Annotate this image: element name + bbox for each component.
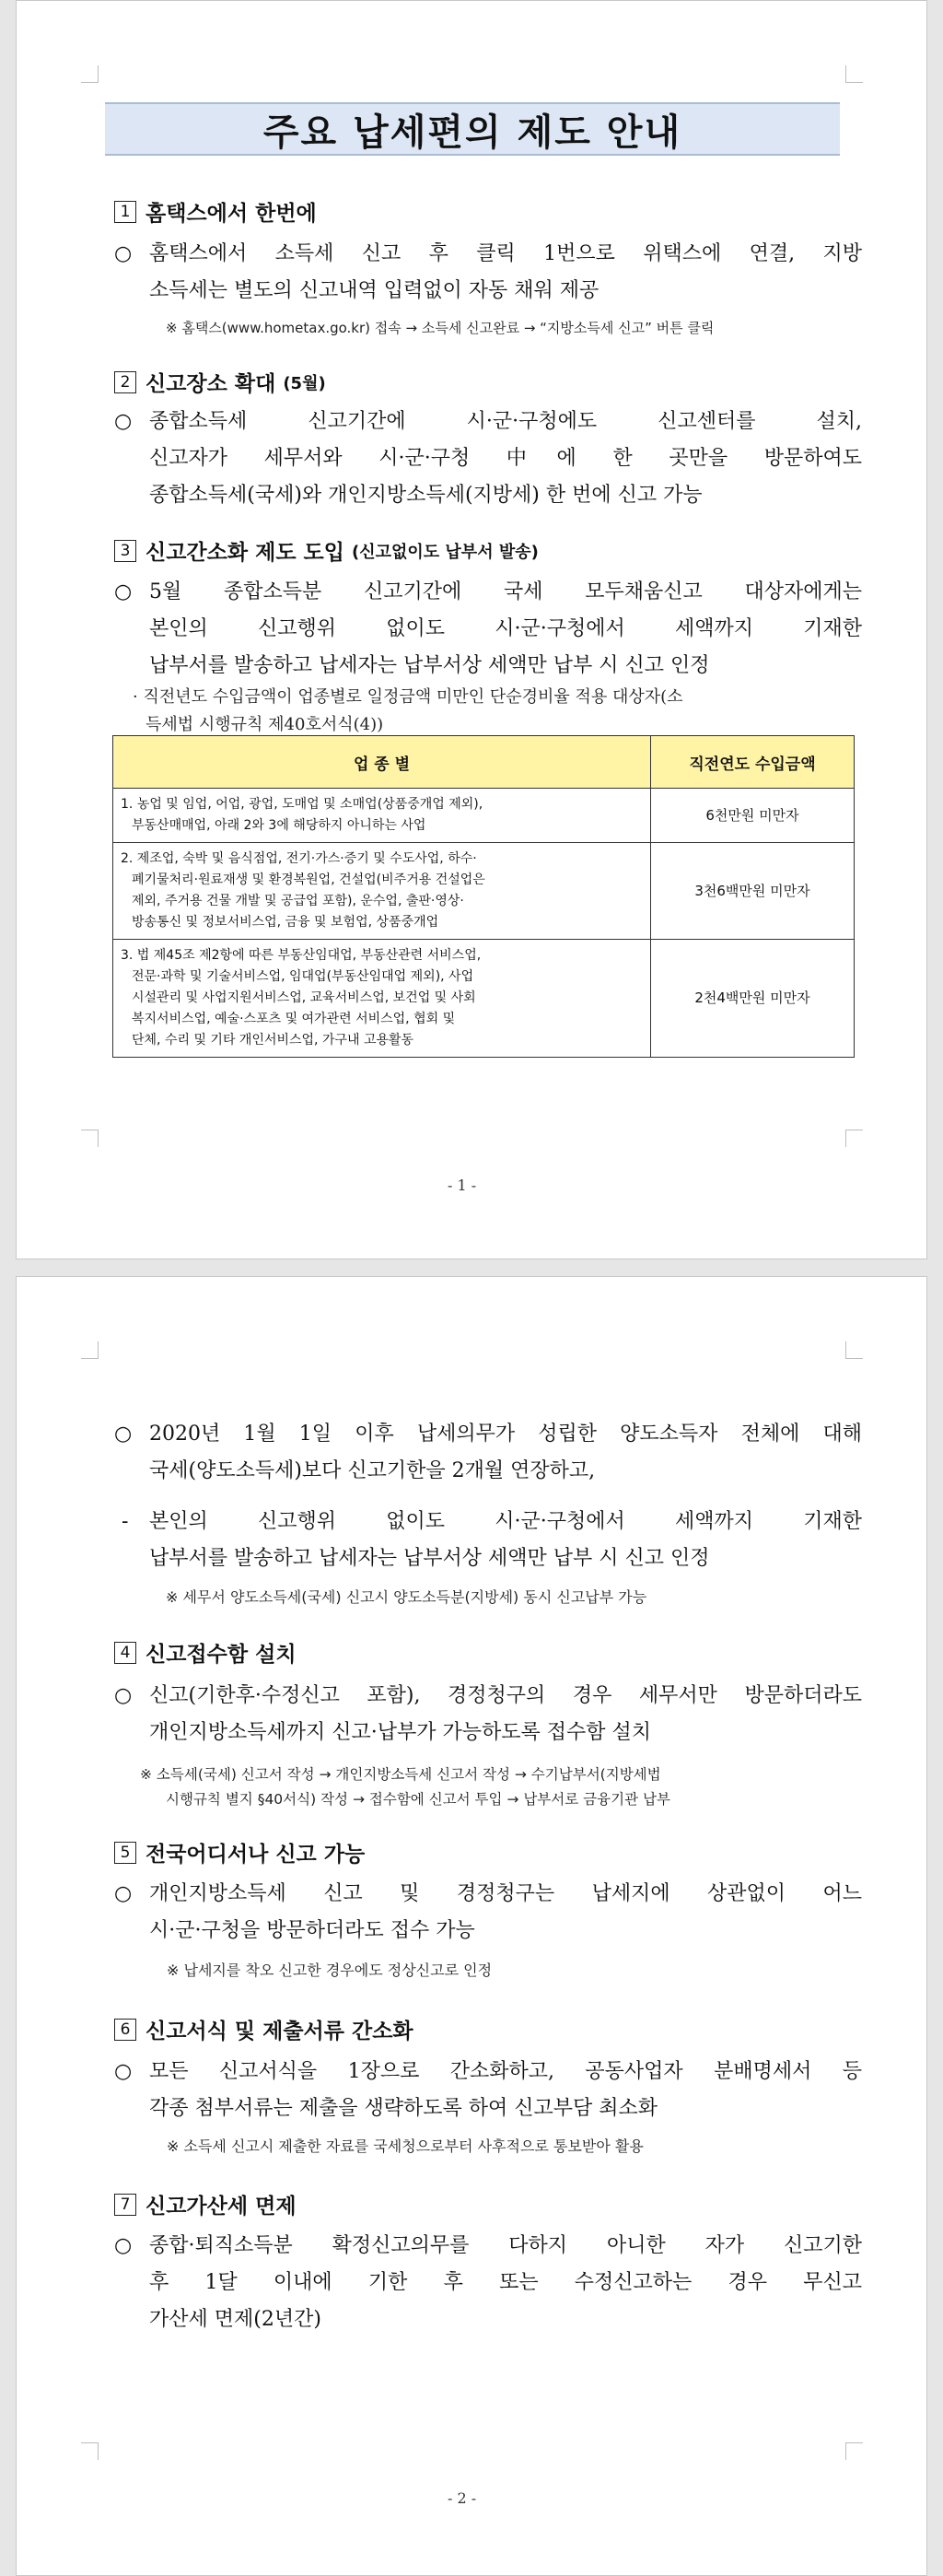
cell-line: 폐기물처리·원료재생 및 환경복원업, 건설업(비주거용 건설업은: [132, 872, 485, 887]
document-page-2: [16, 1276, 927, 2576]
section-3-note: [133, 684, 860, 739]
bullet-line: 납부서를 발송하고 납세자는 납부서상 세액만 납부 시 신고 인정: [149, 654, 710, 677]
bullet-line: 국세(양도소득세)보다 신고기한을 2개월 연장하고,: [149, 1459, 596, 1482]
industry-cell: [113, 940, 651, 1058]
page-number: - 1 -: [448, 1177, 477, 1194]
section-5-heading: [114, 1837, 365, 1868]
bullet-line: 가산세 면제(2년간): [149, 2308, 321, 2331]
section-1-note: ※ 홈택스(www.hometax.go.kr) 접속 → 소득세 신고완료 → “지방소득세 신고” 버튼 클릭: [166, 320, 715, 336]
section-4-note: [140, 1762, 670, 1812]
section-number-box: 1: [114, 201, 136, 223]
bullet-line: 후 1달 이내에 기한 후 또는 수정신고하는 경우 무신고: [149, 2271, 862, 2294]
section-4-bullet: [114, 1678, 862, 1751]
column-header-industry: 업 종 별: [113, 736, 651, 789]
crop-mark: [81, 65, 99, 83]
note-line: ※ 소득세(국세) 신고서 작성 → 개인지방소득세 신고서 작성 → 수기납부서(지방세법: [140, 1766, 661, 1783]
circle-bullet-icon: ○: [114, 1423, 133, 1446]
section-number-box: 5: [114, 1842, 136, 1864]
note-line: · 직전년도 수입금액이 업종별로 일정금액 미만인 단순경비율 적용 대상자(소: [133, 687, 683, 707]
bullet-line: 각종 첨부서류는 제출을 생략하도록 하여 신고부담 최소화: [149, 2097, 658, 2120]
cell-line: 시설관리 및 사업지원서비스업, 교육서비스업, 보건업 및 사회: [132, 990, 476, 1005]
transfer-tax-bullet: [114, 1416, 862, 1490]
section-3-bullet: [114, 574, 862, 685]
section-subtitle: (신고없이도 납부서 발송): [351, 542, 539, 562]
circle-bullet-icon: ○: [114, 580, 133, 603]
section-4-heading: [114, 1637, 297, 1668]
bullet-line: 본인의 신고행위 없이도 시·군·구청에서 세액까지 기재한: [149, 617, 862, 640]
section-title: 신고장소 확대: [146, 372, 276, 396]
circle-bullet-icon: ○: [114, 1882, 133, 1905]
bullet-line: 납부서를 발송하고 납세자는 납부서상 세액만 납부 시 신고 인정: [149, 1547, 710, 1570]
section-6-note: ※ 소득세 신고시 제출한 자료를 국세청으로부터 사후적으로 통보받아 활용: [167, 2137, 644, 2155]
section-subtitle: (5월): [283, 373, 326, 393]
transfer-tax-note: ※ 세무서 양도소득세(국세) 신고시 양도소득분(지방세) 동시 신고납부 가능: [166, 1588, 647, 1606]
section-7-heading: [114, 2189, 297, 2219]
bullet-line: 신고(기한후·수정신고 포함), 경정청구의 경우 세무서만 방문하더라도: [149, 1684, 862, 1707]
cell-line: 복지서비스업, 예술·스포츠 및 여가관련 서비스업, 협회 및: [132, 1012, 456, 1026]
section-title: 홈택스에서 한번에: [146, 202, 317, 226]
table-header-row: [113, 736, 855, 789]
page-number: - 2 -: [448, 2489, 477, 2507]
section-7-bullet: [114, 2228, 862, 2338]
bullet-line: 모든 신고서식을 1장으로 간소화하고, 공동사업자 분배명세서 등: [149, 2060, 862, 2083]
circle-bullet-icon: ○: [114, 2234, 133, 2257]
column-header-revenue: 직전연도 수입금액: [651, 736, 855, 789]
document-page-1: [16, 0, 927, 1259]
bullet-line: 종합·퇴직소득분 확정신고의무를 다하지 아니한 자가 신고기한: [149, 2234, 862, 2257]
section-number-box: 7: [114, 2194, 136, 2216]
section-1-bullet: [114, 236, 862, 310]
revenue-cell: 6천만원 미만자: [651, 789, 855, 843]
bullet-line: 본인의 신고행위 없이도 시·군·구청에서 세액까지 기재한: [149, 1510, 862, 1533]
table-row: [113, 789, 855, 843]
section-number-box: 3: [114, 540, 136, 562]
page-title: 주요 납세편의 제도 안내: [105, 102, 840, 156]
section-3-heading: [114, 535, 539, 566]
bullet-line: 소득세는 별도의 신고내역 입력없이 자동 채워 제공: [149, 279, 600, 302]
bullet-line: 개인지방소득세까지 신고·납부가 가능하도록 접수함 설치: [149, 1721, 652, 1744]
bullet-line: 신고자가 세무서와 시·군·구청 中에 한 곳만을 방문하여도: [149, 447, 862, 470]
section-number-box: 6: [114, 2019, 136, 2041]
crop-mark: [845, 1341, 863, 1359]
cell-line: 전문·과학 및 기술서비스업, 임대업(부동산임대업 제외), 사업: [132, 969, 474, 984]
cell-line: 제외, 주거용 건물 개발 및 공급업 포함), 운수업, 출판·영상·: [132, 894, 464, 908]
bullet-line: 종합소득세(국세)와 개인지방소득세(지방세) 한 번에 신고 가능: [149, 484, 703, 507]
cell-line: 3. 법 제45조 제2항에 따른 부동산임대업, 부동산관련 서비스업,: [121, 948, 482, 963]
crop-mark: [845, 65, 863, 83]
section-5-bullet: [114, 1876, 862, 1950]
section-title: 전국어디서나 신고 가능: [146, 1843, 366, 1867]
crop-mark: [845, 1130, 863, 1147]
transfer-tax-dash: [122, 1504, 862, 1577]
cell-line: 1. 농업 및 임업, 어업, 광업, 도매업 및 소매업(상품중개업 제외),: [121, 797, 483, 812]
crop-mark: [81, 1130, 99, 1147]
crop-mark: [845, 2442, 863, 2460]
bullet-line: 개인지방소득세 신고 및 경정청구는 납세지에 상관없이 어느: [149, 1882, 862, 1905]
bullet-line: 2020년 1월 1일 이후 납세의무가 성립한 양도소득자 전체에 대해: [149, 1423, 862, 1446]
crop-mark: [81, 2442, 99, 2460]
section-6-bullet: [114, 2054, 862, 2127]
section-1-heading: [114, 196, 317, 227]
industry-cell: [113, 789, 651, 843]
revenue-cell: 3천6백만원 미만자: [651, 843, 855, 940]
section-number-box: 2: [114, 371, 136, 393]
cell-line: 방송통신 및 정보서비스업, 금융 및 보험업, 상품중개업: [132, 915, 439, 930]
cell-line: 2. 제조업, 숙박 및 음식점업, 전기·가스·증기 및 수도사업, 하수·: [121, 851, 477, 866]
bullet-line: 시·군·구청을 방문하더라도 접수 가능: [149, 1919, 475, 1942]
section-5-note: ※ 납세지를 착오 신고한 경우에도 정상신고로 인정: [167, 1961, 493, 1979]
dash-bullet-icon: -: [122, 1510, 129, 1533]
bullet-line: 종합소득세 신고기간에 시·군·구청에도 신고센터를 설치,: [149, 410, 862, 433]
section-title: 신고서식 및 제출서류 간소화: [146, 2020, 413, 2043]
section-2-bullet: [114, 404, 862, 514]
industry-cell: [113, 843, 651, 940]
bullet-line: 홈택스에서 소득세 신고 후 클릭 1번으로 위택스에 연결, 지방: [149, 242, 862, 265]
section-title: 신고간소화 제도 도입: [146, 541, 344, 565]
income-threshold-table: [112, 735, 855, 1058]
bullet-line: 5월 종합소득분 신고기간에 국세 모두채움신고 대상자에게는: [149, 580, 862, 603]
section-2-heading: [114, 367, 326, 397]
section-6-heading: [114, 2014, 413, 2044]
table-row: [113, 940, 855, 1058]
circle-bullet-icon: ○: [114, 410, 133, 433]
table-row: [113, 843, 855, 940]
crop-mark: [81, 1341, 99, 1359]
note-line: 득세법 시행규칙 제40호서식(4)): [146, 715, 384, 734]
section-title: 신고가산세 면제: [146, 2195, 297, 2219]
section-number-box: 4: [114, 1642, 136, 1664]
cell-line: 부동산매매업, 아래 2와 3에 해당하지 아니하는 사업: [132, 818, 426, 833]
circle-bullet-icon: ○: [114, 2060, 133, 2083]
revenue-cell: 2천4백만원 미만자: [651, 940, 855, 1058]
section-title: 신고접수함 설치: [146, 1643, 297, 1667]
cell-line: 단체, 수리 및 기타 개인서비스업, 가구내 고용활동: [132, 1033, 414, 1048]
note-line: 시행규칙 별지 §40서식) 작성 → 접수함에 신고서 투입 → 납부서로 금융기관 납부: [166, 1791, 670, 1808]
circle-bullet-icon: ○: [114, 1684, 133, 1707]
circle-bullet-icon: ○: [114, 242, 133, 265]
